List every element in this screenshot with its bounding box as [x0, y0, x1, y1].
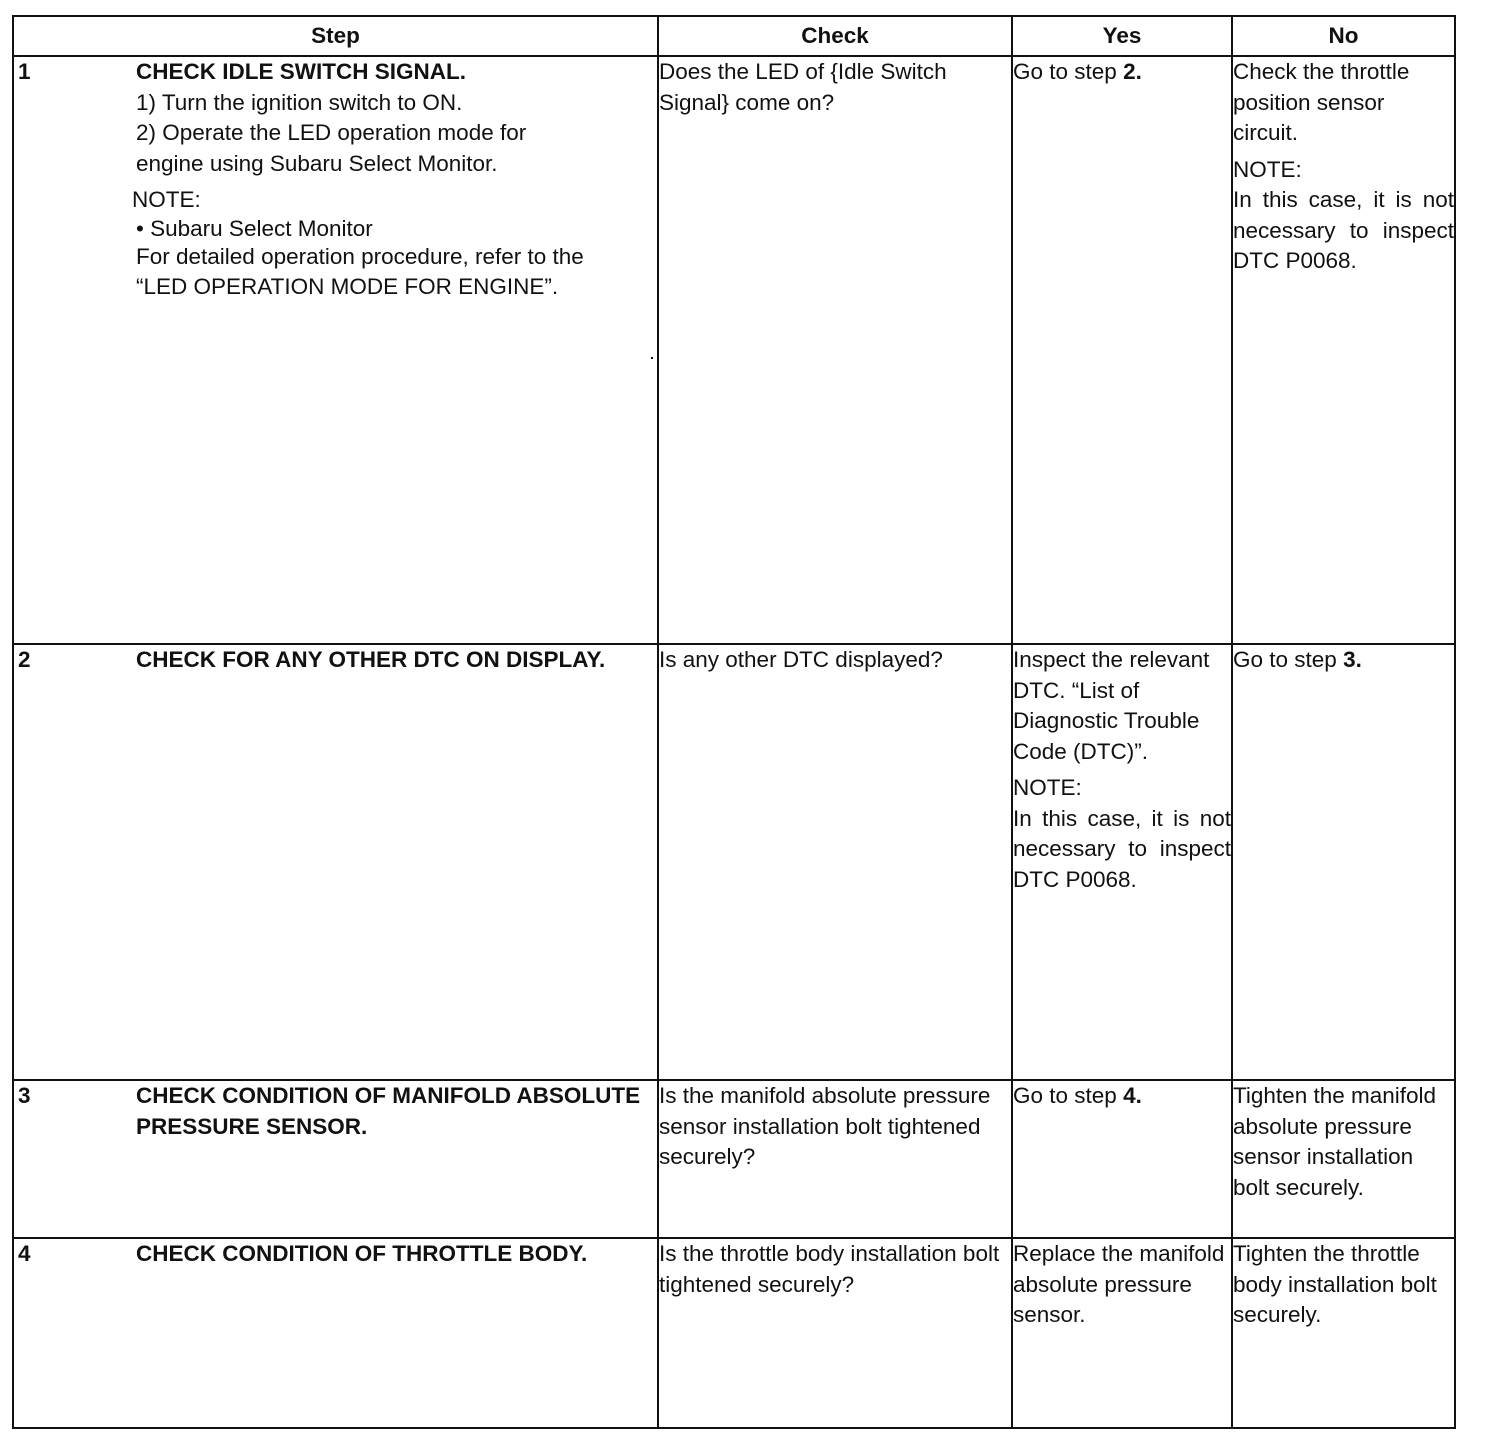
note-label: NOTE: [132, 187, 201, 212]
column-header-check: Check [658, 16, 1012, 56]
check-cell [658, 644, 1012, 1080]
note-bullet: • Subaru Select Monitor [136, 215, 373, 241]
check-cell [658, 1238, 1012, 1428]
yes-cell [1012, 1238, 1232, 1428]
no-note-text: In this case, it is not necessary to inspect DTC P0068. [1233, 187, 1454, 273]
yes-note-text: In this case, it is not necessary to inspect DTC P0068. [1013, 805, 1231, 892]
yes-step-ref: 2. [1123, 59, 1142, 84]
step-number: 3 [18, 1083, 31, 1108]
note-text: “LED OPERATION MODE FOR ENGINE”. [136, 274, 559, 299]
column-header-step: Step [13, 16, 658, 56]
no-cell [1232, 56, 1455, 644]
step-number: 2 [18, 647, 31, 672]
step-instruction: 2) Operate the LED operation mode for [136, 120, 527, 145]
table-row [13, 644, 1455, 1080]
step-body [132, 57, 657, 303]
step-title: CHECK IDLE SWITCH SIGNAL. [136, 59, 466, 84]
step-title: CHECK FOR ANY OTHER DTC ON DISPLAY. [136, 647, 606, 672]
no-cell [1232, 644, 1455, 1080]
check-question: Is any other DTC displayed? [659, 647, 943, 672]
check-question: Does the LED of {Idle Switch Signal} come on? [659, 59, 947, 115]
check-cell [658, 1080, 1012, 1238]
step-cell [13, 56, 658, 644]
step-number: 1 [18, 59, 31, 84]
yes-text: Replace the manifold absolute pressure sensor. [1013, 1241, 1225, 1327]
note-text: For detailed operation procedure, refer to the [136, 243, 584, 269]
table-header-row [13, 16, 1455, 56]
no-step-ref: 3. [1343, 647, 1362, 672]
no-note-label: NOTE: [1233, 156, 1302, 182]
yes-text: Inspect the relevant DTC. “List of Diagnostic Trouble Code (DTC)”. [1013, 647, 1210, 764]
step-cell [13, 1080, 658, 1238]
step-number: 4 [18, 1241, 31, 1266]
yes-cell [1012, 644, 1232, 1080]
no-cell [1232, 1080, 1455, 1238]
table-row [13, 1080, 1455, 1238]
yes-text: Go to step [1013, 1083, 1124, 1108]
diagnostic-table [12, 15, 1456, 1429]
no-cell [1232, 1238, 1455, 1428]
step-instruction: 1) Turn the ignition switch to ON. [136, 89, 463, 115]
step-cell [13, 1238, 658, 1428]
yes-note-label: NOTE: [1013, 775, 1082, 800]
table-row [13, 1238, 1455, 1428]
yes-cell [1012, 56, 1232, 644]
no-text: Go to step [1233, 647, 1344, 672]
step-title: CHECK CONDITION OF THROTTLE BODY. [136, 1241, 588, 1266]
yes-text: Go to step [1013, 59, 1124, 84]
column-header-no: No [1232, 16, 1455, 56]
step-body [136, 1081, 657, 1142]
yes-cell [1012, 1080, 1232, 1238]
step-body [136, 1239, 657, 1270]
column-header-yes: Yes [1012, 16, 1232, 56]
check-question: Is the throttle body installation bolt tightened securely? [659, 1241, 1000, 1297]
table-row [13, 56, 1455, 644]
step-title: CHECK CONDITION OF MANIFOLD ABSOLUTE PRESSURE SENSOR. [136, 1083, 641, 1139]
check-cell [658, 56, 1012, 644]
no-text: Tighten the manifold absolute pressure sensor installation bolt securely. [1233, 1083, 1437, 1200]
step-body [136, 645, 657, 676]
yes-step-ref: 4. [1123, 1083, 1142, 1108]
stray-dot [651, 357, 653, 359]
no-text: Tighten the throttle body installation bolt securely. [1233, 1241, 1437, 1327]
step-instruction: engine using Subaru Select Monitor. [136, 150, 498, 176]
check-question: Is the manifold absolute pressure sensor installation bolt tightened securely? [659, 1083, 991, 1169]
no-text: Check the throttle position sensor circuit. [1233, 59, 1410, 145]
step-cell [13, 644, 658, 1080]
